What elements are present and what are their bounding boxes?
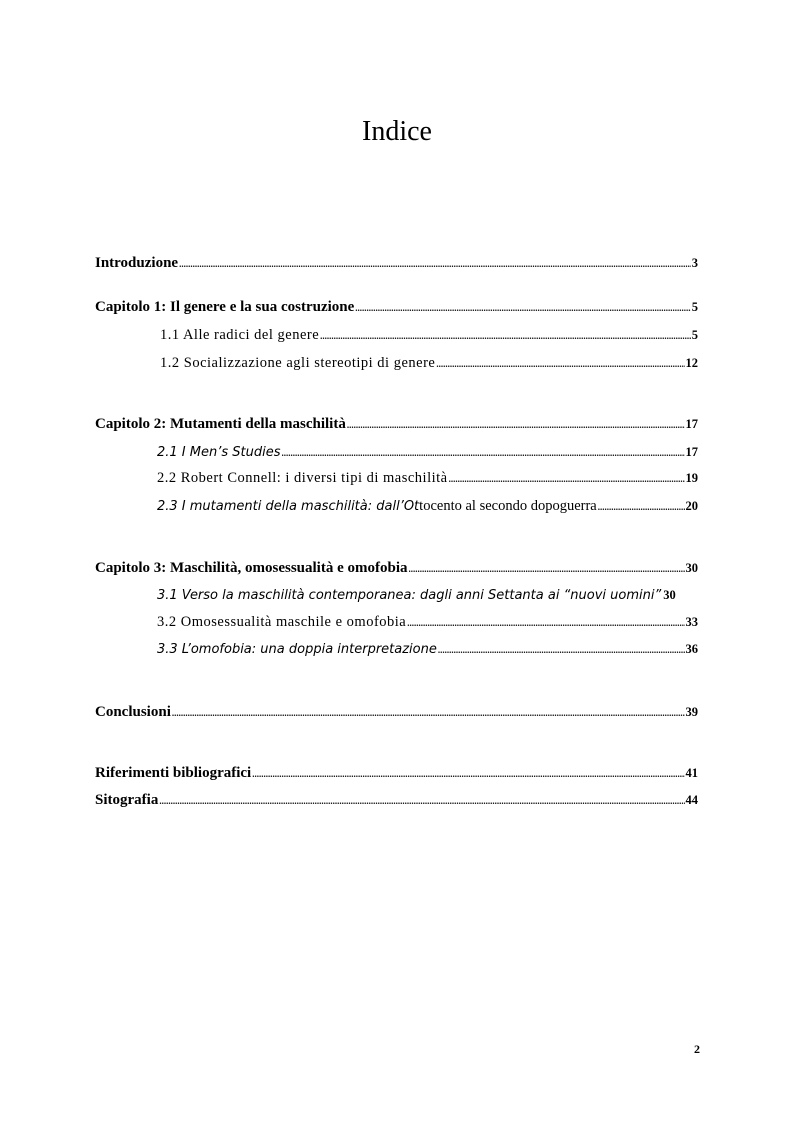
toc-page-number: 41: [685, 766, 698, 780]
dot-leader: [598, 496, 685, 518]
toc-entry-2-3[interactable]: [157, 495, 698, 517]
toc-page-number: 17: [685, 445, 698, 459]
toc-entry-label: 3.1 Verso la maschilità contemporanea: dagli anni Settanta ai “nuovi uomini”: [157, 588, 662, 603]
page-title: Indice: [362, 116, 432, 147]
dot-leader: [172, 702, 685, 724]
dot-leader: [409, 558, 685, 580]
toc-entry-label: Riferimenti bibliografici: [95, 765, 252, 781]
toc-entry-sitografia[interactable]: [95, 789, 698, 811]
toc-entry-label: Capitolo 1: Il genere e la sua costruzione: [95, 299, 355, 315]
toc-page-number: 39: [685, 705, 698, 719]
toc-entry-label: 2.1 I Men’s Studies: [157, 445, 281, 460]
toc-page-number: 33: [685, 615, 698, 629]
toc-page-number: 12: [685, 356, 698, 370]
toc-page-number: 36: [685, 642, 698, 656]
dot-leader: [355, 297, 690, 319]
toc-entry-label-italic: 2.3 I mutamenti della maschilità: dall’Ot: [157, 499, 420, 514]
dot-leader: [407, 612, 684, 634]
toc-page-number: 20: [685, 499, 698, 513]
toc-entry-label: 2.2 Robert Connell: i diversi tipi di maschilità: [157, 470, 448, 486]
toc-page-number: 17: [685, 417, 698, 431]
dot-leader: [179, 253, 691, 275]
dot-leader: [449, 468, 685, 490]
dot-leader: [438, 639, 685, 661]
toc-entry-capitolo-1[interactable]: [95, 296, 698, 318]
dot-leader: [347, 414, 685, 436]
dot-leader: [320, 325, 691, 347]
toc-entry-capitolo-2[interactable]: [95, 413, 698, 435]
toc-entry-2-2[interactable]: [157, 467, 698, 489]
toc-page-number: 19: [685, 471, 698, 485]
toc-entry-label-rest: tocento al secondo dopoguerra: [419, 498, 597, 514]
toc-entry-3-1[interactable]: [157, 584, 698, 606]
toc-page-number: 5: [691, 328, 698, 342]
toc-entry-label: Conclusioni: [95, 704, 171, 720]
toc-entry-capitolo-3[interactable]: [95, 557, 698, 579]
toc-page-number: 3: [691, 256, 698, 270]
dot-leader: [282, 442, 685, 464]
dot-leader: [159, 790, 684, 812]
toc-entry-label: [157, 495, 597, 518]
toc-entry-label: Capitolo 2: Mutamenti della maschilità: [95, 416, 346, 432]
toc-entry-label: 3.3 L’omofobia: una doppia interpretazione: [157, 642, 437, 657]
toc-entry-label: 1.1 Alle radici del genere: [160, 327, 320, 343]
toc-entry-label: Capitolo 3: Maschilità, omosessualità e omofobia: [95, 560, 408, 576]
toc-entry-3-2[interactable]: [157, 611, 698, 633]
footer-page-number: 2: [694, 1042, 700, 1056]
toc-entry-label: 1.2 Socializzazione agli stereotipi di genere: [160, 355, 436, 371]
toc-entry-label: Sitografia: [95, 792, 159, 808]
toc-entry-introduzione[interactable]: [95, 252, 698, 274]
toc-entry-2-1[interactable]: [157, 441, 698, 463]
dot-leader: [436, 353, 684, 375]
toc-entry-label: Introduzione: [95, 255, 179, 271]
toc-page-number: 30: [663, 588, 676, 602]
dot-leader: [252, 763, 684, 785]
toc-entry-1-2[interactable]: [160, 352, 698, 374]
toc-entry-conclusioni[interactable]: [95, 701, 698, 723]
toc-entry-3-3[interactable]: [157, 638, 698, 660]
toc-entry-1-1[interactable]: [160, 324, 698, 346]
toc-entry-label: 3.2 Omosessualità maschile e omofobia: [157, 614, 407, 630]
toc-page-number: 5: [691, 300, 698, 314]
toc-page-number: 30: [685, 561, 698, 575]
toc-page-number: 44: [685, 793, 698, 807]
toc-entry-riferimenti-bibliografici[interactable]: [95, 762, 698, 784]
